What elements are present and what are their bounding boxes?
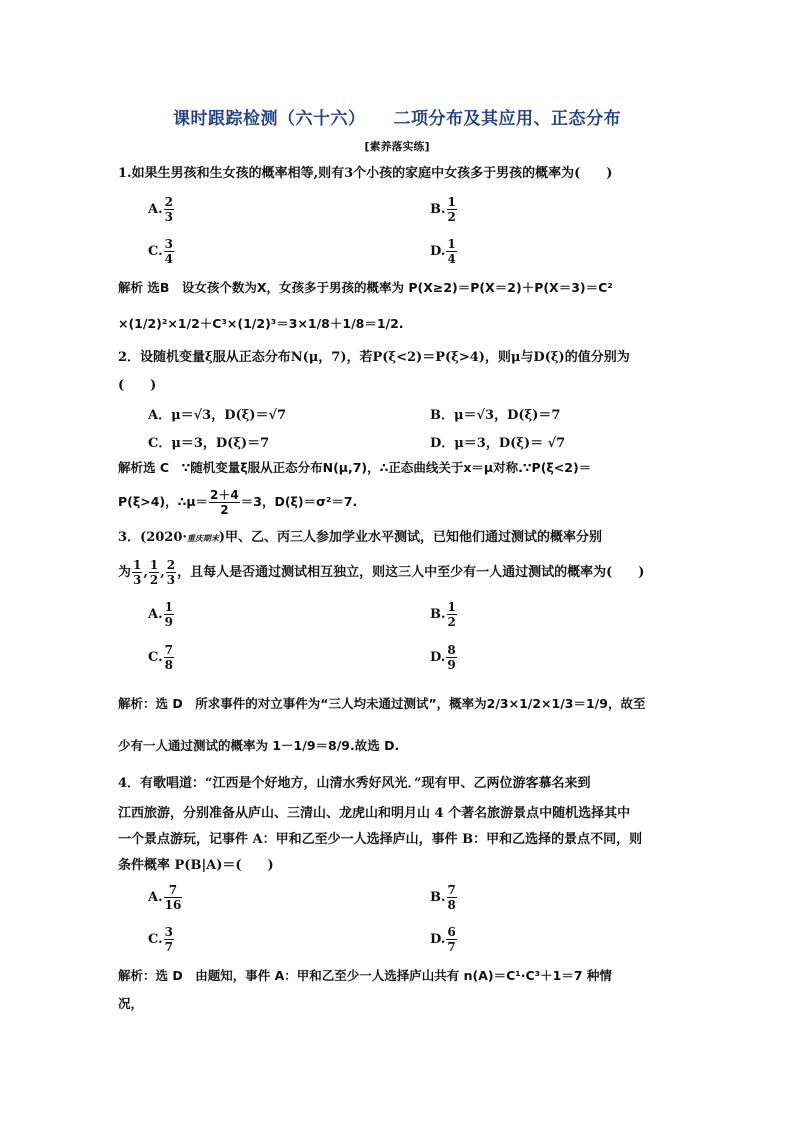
q4-stem-line4: 条件概率 P(B|A)＝( ) bbox=[118, 858, 274, 873]
q1-solution-line1: 解析 选B 设女孩个数为X，女孩多于男孩的概率为 P(X≥2)＝P(X＝2)＋P(X＝3)＝C² bbox=[118, 280, 613, 295]
q4-stem-line2: 江西旅游，分别准备从庐山、三清山、龙虎山和明月山 4 个著名旅游景点中随机选择其中 bbox=[118, 806, 631, 821]
q4-stem-line3: 一个景点游玩，记事件 A：甲和乙至少一人选择庐山，事件 B：甲和乙选择的景点不同，则 bbox=[118, 832, 643, 847]
page-title bbox=[0, 104, 794, 129]
q1-solution-line2: ×(1/2)²×1/2＋C³×(1/2)³＝3×1/8＋1/8＝1/2. bbox=[118, 316, 404, 331]
title-left: 课时跟踪检测（六十六） bbox=[173, 109, 366, 129]
q3-option-c: C. $\frac{7}{8}$ bbox=[148, 643, 174, 672]
q4-stem-line1: 4．有歌唱道：“江西是个好地方，山清水秀好风光．”现有甲、乙两位游客慕名来到 bbox=[118, 776, 591, 791]
q1-option-a: A. $\frac{2}{3}$ bbox=[148, 195, 173, 224]
section-tag: [素养落实练] bbox=[364, 140, 430, 153]
q1-option-d: D. $\frac{1}{4}$ bbox=[430, 237, 456, 266]
q2-option-a: A．μ＝√3，D(ξ)＝√7 bbox=[148, 408, 287, 423]
q2-option-b: B．μ＝√3，D(ξ)＝7 bbox=[430, 408, 561, 423]
q2-option-c: C．μ＝3，D(ξ)＝7 bbox=[148, 436, 270, 451]
q4-solution-line2: 况， bbox=[118, 996, 144, 1011]
q4-option-d: D. $\frac{6}{7}$ bbox=[430, 925, 456, 954]
title-right: 二项分布及其应用、正态分布 bbox=[393, 109, 621, 129]
q1-option-b: B. $\frac{1}{2}$ bbox=[430, 195, 456, 224]
q3-option-b: B. $\frac{1}{2}$ bbox=[430, 600, 456, 629]
q3-option-a: A. $\frac{1}{9}$ bbox=[148, 600, 173, 629]
q3-stem-line1: 3．(2020·重庆期末)甲、乙、丙三人参加学业水平测试，已知他们通过测试的概率分别 bbox=[118, 530, 603, 545]
q1-option-c: C. $\frac{3}{4}$ bbox=[148, 237, 174, 266]
q1-stem: 1.如果生男孩和生女孩的概率相等,则有3个小孩的家庭中女孩多于男孩的概率为( ) bbox=[118, 166, 613, 181]
q2-option-d: D．μ＝3，D(ξ)＝ √7 bbox=[430, 436, 566, 451]
q4-option-c: C. $\frac{3}{7}$ bbox=[148, 925, 174, 954]
q2-solution-line1: 解析选 C ∵随机变量ξ服从正态分布N(μ,7)，∴正态曲线关于x＝μ对称.∵P(ξ<2)＝ bbox=[118, 460, 592, 475]
q4-option-b: B. $\frac{7}{8}$ bbox=[430, 883, 456, 912]
q3-option-d: D. $\frac{8}{9}$ bbox=[430, 643, 456, 672]
q2-solution-line2: P(ξ>4)，∴μ＝ $\frac{2+4}{2}$ ＝3，D(ξ)＝σ²＝7. bbox=[118, 488, 358, 517]
q3-solution-line2: 少有一人通过测试的概率为 1－1/9＝8/9.故选 D. bbox=[118, 738, 400, 753]
q4-solution-line1: 解析：选 D 由题知，事件 A：甲和乙至少一人选择庐山共有 n(A)＝C¹·C³＋1＝7 种情 bbox=[118, 968, 612, 983]
q2-stem-line2: ( ) bbox=[118, 378, 157, 393]
q2-stem-line1: 2．设随机变量ξ服从正态分布N(μ，7)，若P(ξ<2)＝P(ξ>4)，则μ与D(ξ)的值分别为 bbox=[118, 350, 630, 365]
q3-stem-line2: 为 $\frac{1}{3}$ , $\frac{1}{2}$ , $\frac{2}{3}$ ，且每人是否通过测试相互独立，则这三人中至少有一人通过测试的概率为( ) bbox=[118, 558, 645, 587]
q3-solution-line1: 解析：选 D 所求事件的对立事件为“三人均未通过测试”，概率为2/3×1/2×1/3＝1/9，故至 bbox=[118, 696, 646, 711]
q4-option-a: A. $\frac{7}{16}$ bbox=[148, 883, 182, 912]
